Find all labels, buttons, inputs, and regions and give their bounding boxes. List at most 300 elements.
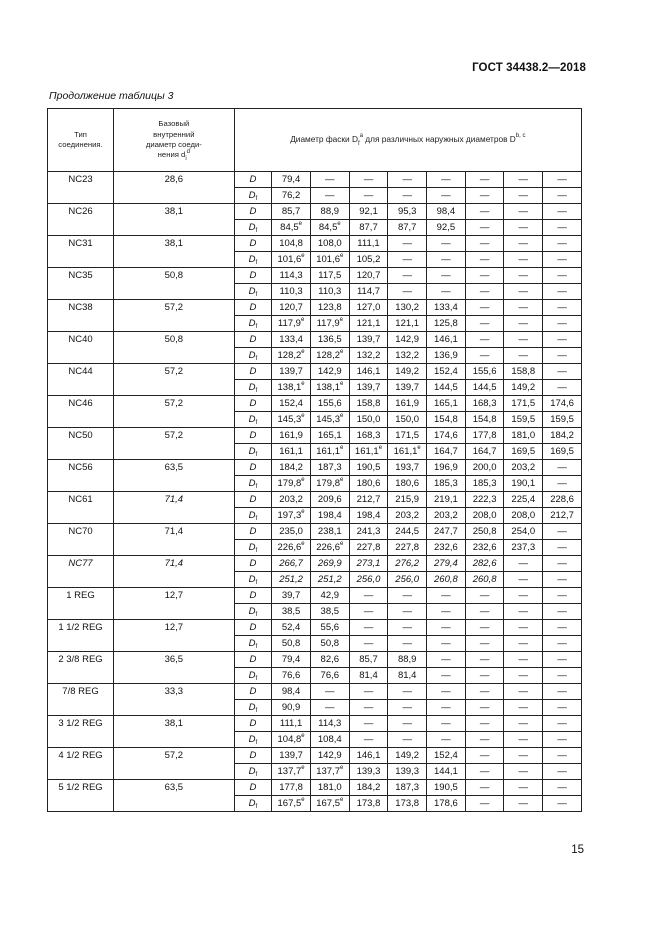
value-cell: 108,4 xyxy=(310,732,349,748)
value-cell: — xyxy=(543,732,582,748)
value-cell: — xyxy=(465,636,504,652)
symbol-d-cell xyxy=(234,684,272,700)
value-cell: 212,7 xyxy=(543,508,582,524)
value-cell: — xyxy=(388,236,427,252)
base-bore-cell: 57,2 xyxy=(114,748,235,780)
value-cell xyxy=(272,412,311,428)
value-cell: — xyxy=(349,620,388,636)
value-cell: 190,5 xyxy=(349,460,388,476)
document-code: ГОСТ 34438.2—2018 xyxy=(472,62,586,74)
value-cell: 187,3 xyxy=(310,460,349,476)
value-cell: — xyxy=(465,588,504,604)
value-cell xyxy=(310,316,349,332)
value-cell: 256,0 xyxy=(349,572,388,588)
value-cell: — xyxy=(465,700,504,716)
header-diam-footnote-a: a xyxy=(359,133,363,140)
value-cell: — xyxy=(543,604,582,620)
symbol-df-cell xyxy=(234,188,272,204)
value-cell: 279,4 xyxy=(427,556,466,572)
value-cell xyxy=(272,764,311,780)
symbol-df-cell xyxy=(234,796,272,812)
value-cell: 227,8 xyxy=(388,540,427,556)
symbol-subscript: f xyxy=(255,292,258,299)
value-cell: — xyxy=(465,236,504,252)
symbol-d-cell xyxy=(234,396,272,412)
value-cell: — xyxy=(543,780,582,796)
value-cell: — xyxy=(310,172,349,188)
footnote-e-marker: e xyxy=(340,796,344,803)
connection-type-cell: NC44 xyxy=(48,364,114,396)
value-cell: 209,6 xyxy=(310,492,349,508)
value-cell: — xyxy=(543,764,582,780)
symbol-letter: D xyxy=(248,509,256,521)
header-bore-footnote: d xyxy=(186,149,190,156)
symbol-df-cell xyxy=(234,348,272,364)
value-cell xyxy=(310,348,349,364)
footnote-e-marker: e xyxy=(301,412,305,419)
value-cell: 208,0 xyxy=(504,508,543,524)
value-cell xyxy=(272,540,311,556)
table-row-outer-diameter xyxy=(48,268,582,284)
value-cell: 184,2 xyxy=(543,428,582,444)
value-cell: 177,8 xyxy=(465,428,504,444)
value-cell: — xyxy=(388,588,427,604)
base-bore-cell: 57,2 xyxy=(114,300,235,332)
value-cell: 180,6 xyxy=(349,476,388,492)
symbol-df-cell xyxy=(234,700,272,716)
symbol-df-cell xyxy=(234,668,272,684)
symbol-d-cell xyxy=(234,204,272,220)
symbol-letter: D xyxy=(248,701,256,713)
connection-type-cell: 7/8 REG xyxy=(48,684,114,716)
connection-type-cell: NC26 xyxy=(48,204,114,236)
value-cell: — xyxy=(349,636,388,652)
value-cell: — xyxy=(504,348,543,364)
value-cell: 181,0 xyxy=(310,780,349,796)
footnote-e-marker: e xyxy=(340,476,344,483)
value-cell: 251,2 xyxy=(272,572,311,588)
base-bore-cell: 63,5 xyxy=(114,780,235,812)
value-cell: 196,9 xyxy=(427,460,466,476)
value-cell: — xyxy=(543,540,582,556)
value-cell: 165,1 xyxy=(310,428,349,444)
value-number: 138,1 xyxy=(316,381,340,393)
value-cell: — xyxy=(388,716,427,732)
value-cell: 222,3 xyxy=(465,492,504,508)
value-cell: 168,3 xyxy=(349,428,388,444)
value-cell: 174,6 xyxy=(427,428,466,444)
value-cell: 88,9 xyxy=(310,204,349,220)
value-cell: 136,5 xyxy=(310,332,349,348)
value-cell: 190,1 xyxy=(504,476,543,492)
value-cell: — xyxy=(349,716,388,732)
value-cell: 98,4 xyxy=(272,684,311,700)
value-cell: 81,4 xyxy=(388,668,427,684)
value-cell: — xyxy=(388,284,427,300)
symbol-letter: D xyxy=(248,669,256,681)
base-bore-cell: 50,8 xyxy=(114,332,235,364)
value-cell: — xyxy=(388,732,427,748)
value-cell: 87,7 xyxy=(388,220,427,236)
header-bore-line-2: внутренний xyxy=(153,129,195,139)
value-cell xyxy=(310,220,349,236)
symbol-letter: D xyxy=(248,605,256,617)
symbol-letter: D xyxy=(249,397,257,409)
value-cell: 190,5 xyxy=(427,780,466,796)
symbol-letter: D xyxy=(248,221,256,233)
symbol-d-cell xyxy=(234,524,272,540)
value-cell: — xyxy=(465,668,504,684)
value-cell xyxy=(349,444,388,460)
base-bore-cell: 71,4 xyxy=(114,556,235,588)
symbol-letter: D xyxy=(248,541,256,553)
value-cell: 38,5 xyxy=(310,604,349,620)
value-cell: 208,0 xyxy=(465,508,504,524)
table-row-outer-diameter xyxy=(48,428,582,444)
footnote-e-marker: e xyxy=(340,444,344,451)
value-cell: — xyxy=(543,716,582,732)
value-number: 128,2 xyxy=(316,349,340,361)
value-number: 161,1 xyxy=(354,445,379,457)
symbol-subscript: f xyxy=(255,772,258,779)
table-row-outer-diameter xyxy=(48,332,582,348)
value-cell xyxy=(310,412,349,428)
value-cell: 144,1 xyxy=(427,764,466,780)
base-bore-cell: 50,8 xyxy=(114,268,235,300)
header-connection-type xyxy=(48,109,114,172)
symbol-df-cell xyxy=(234,508,272,524)
symbol-letter: D xyxy=(248,797,256,809)
header-diam-subscript: f xyxy=(357,140,360,147)
symbol-d-cell xyxy=(234,364,272,380)
header-bore-text: нения d xyxy=(157,150,186,160)
symbol-letter: D xyxy=(249,461,257,473)
connection-type-cell: NC40 xyxy=(48,332,114,364)
symbol-letter: D xyxy=(248,765,256,777)
value-cell: — xyxy=(543,556,582,572)
value-cell: 104,8 xyxy=(272,236,311,252)
value-cell: 161,9 xyxy=(272,428,311,444)
value-cell: 225,4 xyxy=(504,492,543,508)
symbol-d-cell xyxy=(234,588,272,604)
value-cell: — xyxy=(349,604,388,620)
value-cell xyxy=(272,796,311,812)
value-cell: — xyxy=(543,652,582,668)
table-row-outer-diameter xyxy=(48,684,582,700)
value-cell: — xyxy=(543,188,582,204)
value-cell: 269,9 xyxy=(310,556,349,572)
symbol-subscript: f xyxy=(255,644,258,651)
connection-type-cell: 5 1/2 REG xyxy=(48,780,114,812)
symbol-df-cell xyxy=(234,284,272,300)
value-cell: 76,6 xyxy=(310,668,349,684)
value-number: 167,5 xyxy=(316,797,340,809)
footnote-e-marker: e xyxy=(301,380,305,387)
value-cell: — xyxy=(388,620,427,636)
table-row-outer-diameter xyxy=(48,364,582,380)
value-cell: 193,7 xyxy=(388,460,427,476)
symbol-letter: D xyxy=(249,301,257,313)
symbol-subscript: f xyxy=(255,484,258,491)
value-cell: — xyxy=(504,556,543,572)
value-cell: — xyxy=(349,172,388,188)
symbol-letter: D xyxy=(249,237,257,249)
value-cell: — xyxy=(504,252,543,268)
value-cell: 76,6 xyxy=(272,668,311,684)
value-cell: — xyxy=(465,348,504,364)
value-cell: 169,5 xyxy=(543,444,582,460)
table-row-outer-diameter xyxy=(48,652,582,668)
symbol-letter: D xyxy=(248,477,256,489)
value-cell: — xyxy=(543,684,582,700)
symbol-subscript: f xyxy=(255,324,258,331)
value-cell: — xyxy=(504,668,543,684)
value-cell: 144,5 xyxy=(427,380,466,396)
value-cell: 139,7 xyxy=(272,364,311,380)
value-cell: — xyxy=(543,252,582,268)
connection-type-cell: NC35 xyxy=(48,268,114,300)
value-cell: — xyxy=(349,700,388,716)
value-cell xyxy=(272,220,311,236)
symbol-d-cell xyxy=(234,556,272,572)
value-cell: 114,3 xyxy=(310,716,349,732)
value-cell: — xyxy=(427,172,466,188)
value-cell: — xyxy=(504,764,543,780)
value-number: 104,8 xyxy=(277,733,302,745)
value-cell: 180,6 xyxy=(388,476,427,492)
base-bore-cell: 36,5 xyxy=(114,652,235,684)
value-cell: 174,6 xyxy=(543,396,582,412)
symbol-d-cell xyxy=(234,620,272,636)
symbol-subscript: f xyxy=(255,228,258,235)
value-cell: 39,7 xyxy=(272,588,311,604)
table-row-outer-diameter xyxy=(48,556,582,572)
value-cell: — xyxy=(543,588,582,604)
value-cell: 139,3 xyxy=(388,764,427,780)
value-cell: 155,6 xyxy=(310,396,349,412)
value-cell: — xyxy=(504,316,543,332)
value-cell: 256,0 xyxy=(388,572,427,588)
value-cell: 55,6 xyxy=(310,620,349,636)
value-cell: 105,2 xyxy=(349,252,388,268)
value-cell: 212,7 xyxy=(349,492,388,508)
symbol-subscript: f xyxy=(255,420,258,427)
value-cell: — xyxy=(543,236,582,252)
base-bore-cell: 71,4 xyxy=(114,492,235,524)
value-cell: 108,0 xyxy=(310,236,349,252)
value-cell: 117,5 xyxy=(310,268,349,284)
value-cell: — xyxy=(465,796,504,812)
symbol-subscript: f xyxy=(255,196,258,203)
value-cell: — xyxy=(504,588,543,604)
value-cell: 152,4 xyxy=(272,396,311,412)
value-cell: 173,8 xyxy=(388,796,427,812)
value-cell: — xyxy=(465,284,504,300)
value-number: 117,9 xyxy=(316,317,340,329)
value-number: 161,1 xyxy=(393,445,418,457)
table-row-outer-diameter xyxy=(48,460,582,476)
table-row-outer-diameter xyxy=(48,588,582,604)
symbol-subscript: f xyxy=(255,388,258,395)
value-cell xyxy=(272,316,311,332)
value-cell: 130,2 xyxy=(388,300,427,316)
value-cell: — xyxy=(543,220,582,236)
symbol-d-cell xyxy=(234,716,272,732)
value-cell xyxy=(272,348,311,364)
value-cell: 139,7 xyxy=(272,748,311,764)
symbol-df-cell xyxy=(234,572,272,588)
value-cell: — xyxy=(504,604,543,620)
table-body xyxy=(48,172,582,812)
value-cell: 139,7 xyxy=(349,380,388,396)
value-cell: 52,4 xyxy=(272,620,311,636)
value-cell xyxy=(310,444,349,460)
value-cell: 92,1 xyxy=(349,204,388,220)
value-cell: 139,7 xyxy=(388,380,427,396)
value-cell xyxy=(310,796,349,812)
value-cell: — xyxy=(465,188,504,204)
symbol-letter: D xyxy=(248,733,256,745)
value-cell: 158,8 xyxy=(504,364,543,380)
value-cell: 139,3 xyxy=(349,764,388,780)
connection-type-cell: NC23 xyxy=(48,172,114,204)
symbol-d-cell xyxy=(234,300,272,316)
value-cell: 237,3 xyxy=(504,540,543,556)
value-cell: 251,2 xyxy=(310,572,349,588)
value-cell: 173,8 xyxy=(349,796,388,812)
footnote-e-marker: e xyxy=(300,316,305,323)
base-bore-cell: 63,5 xyxy=(114,460,235,492)
value-cell: — xyxy=(504,220,543,236)
symbol-d-cell xyxy=(234,652,272,668)
symbol-letter: D xyxy=(248,413,256,425)
value-cell: 232,6 xyxy=(465,540,504,556)
symbol-df-cell xyxy=(234,540,272,556)
value-cell: — xyxy=(504,652,543,668)
value-cell: — xyxy=(504,700,543,716)
header-base-bore xyxy=(114,109,235,172)
value-number: 128,2 xyxy=(277,349,302,361)
symbol-subscript: f xyxy=(255,580,258,587)
value-cell: — xyxy=(543,316,582,332)
footnote-e-marker: e xyxy=(301,508,305,515)
value-cell: 203,2 xyxy=(504,460,543,476)
symbol-d-cell xyxy=(234,172,272,188)
value-cell: 159,5 xyxy=(504,412,543,428)
value-cell: 161,9 xyxy=(388,396,427,412)
value-number: 161,1 xyxy=(316,445,340,457)
value-cell: — xyxy=(504,796,543,812)
value-cell: — xyxy=(543,524,582,540)
value-cell: — xyxy=(427,732,466,748)
value-cell: 203,2 xyxy=(427,508,466,524)
value-cell: 203,2 xyxy=(388,508,427,524)
value-cell: 95,3 xyxy=(388,204,427,220)
symbol-letter: D xyxy=(248,381,256,393)
value-cell: 260,8 xyxy=(427,572,466,588)
value-cell: 250,8 xyxy=(465,524,504,540)
value-cell: — xyxy=(543,380,582,396)
footnote-e-marker: e xyxy=(301,732,305,739)
value-cell: 198,4 xyxy=(310,508,349,524)
symbol-subscript: f xyxy=(255,804,258,811)
connection-type-cell: NC56 xyxy=(48,460,114,492)
base-bore-cell: 38,1 xyxy=(114,716,235,748)
symbol-letter: D xyxy=(249,365,257,377)
value-cell: — xyxy=(427,700,466,716)
value-cell: 146,1 xyxy=(349,748,388,764)
footnote-e-marker: e xyxy=(301,764,305,771)
value-cell: — xyxy=(465,780,504,796)
value-cell: 168,3 xyxy=(465,396,504,412)
base-bore-cell: 12,7 xyxy=(114,620,235,652)
value-cell: 254,0 xyxy=(504,524,543,540)
value-cell: — xyxy=(427,236,466,252)
value-cell: — xyxy=(465,620,504,636)
value-cell: — xyxy=(427,188,466,204)
value-cell: 120,7 xyxy=(349,268,388,284)
symbol-d-cell xyxy=(234,236,272,252)
value-cell: — xyxy=(349,588,388,604)
symbol-letter: D xyxy=(249,333,257,345)
base-bore-cell: 28,6 xyxy=(114,172,235,204)
symbol-subscript: f xyxy=(255,516,258,523)
value-cell: 155,6 xyxy=(465,364,504,380)
symbol-subscript: f xyxy=(255,708,258,715)
table-row-outer-diameter xyxy=(48,524,582,540)
value-cell: — xyxy=(543,284,582,300)
value-cell: — xyxy=(465,732,504,748)
table-header-row xyxy=(48,109,582,172)
chamfer-diameter-table xyxy=(47,108,582,812)
value-cell: — xyxy=(427,636,466,652)
value-cell: 244,5 xyxy=(388,524,427,540)
value-number: 101,6 xyxy=(277,253,302,265)
connection-type-cell: 1 REG xyxy=(48,588,114,620)
value-cell: — xyxy=(504,204,543,220)
symbol-letter: D xyxy=(249,717,257,729)
value-cell: 178,6 xyxy=(427,796,466,812)
symbol-letter: D xyxy=(249,173,257,185)
value-cell: 154,8 xyxy=(465,412,504,428)
value-number: 137,7 xyxy=(316,765,340,777)
header-bore-subscript: i xyxy=(185,155,187,162)
symbol-df-cell xyxy=(234,476,272,492)
symbol-df-cell xyxy=(234,220,272,236)
value-cell: 164,7 xyxy=(465,444,504,460)
value-cell: — xyxy=(543,668,582,684)
symbol-subscript: f xyxy=(255,740,258,747)
symbol-df-cell xyxy=(234,316,272,332)
symbol-subscript: f xyxy=(255,612,258,619)
value-cell: 150,0 xyxy=(388,412,427,428)
symbol-df-cell xyxy=(234,732,272,748)
value-cell: 158,8 xyxy=(349,396,388,412)
symbol-letter: D xyxy=(249,429,257,441)
value-cell: — xyxy=(543,476,582,492)
connection-type-cell: NC61 xyxy=(48,492,114,524)
connection-type-cell: NC50 xyxy=(48,428,114,460)
value-cell: — xyxy=(543,172,582,188)
header-type-line-2: соединения. xyxy=(58,140,103,149)
symbol-subscript: f xyxy=(255,548,258,555)
connection-type-cell: 2 3/8 REG xyxy=(48,652,114,684)
value-cell: — xyxy=(427,252,466,268)
value-cell: — xyxy=(543,700,582,716)
value-cell: — xyxy=(388,604,427,620)
base-bore-cell: 38,1 xyxy=(114,236,235,268)
value-cell: 149,2 xyxy=(388,748,427,764)
